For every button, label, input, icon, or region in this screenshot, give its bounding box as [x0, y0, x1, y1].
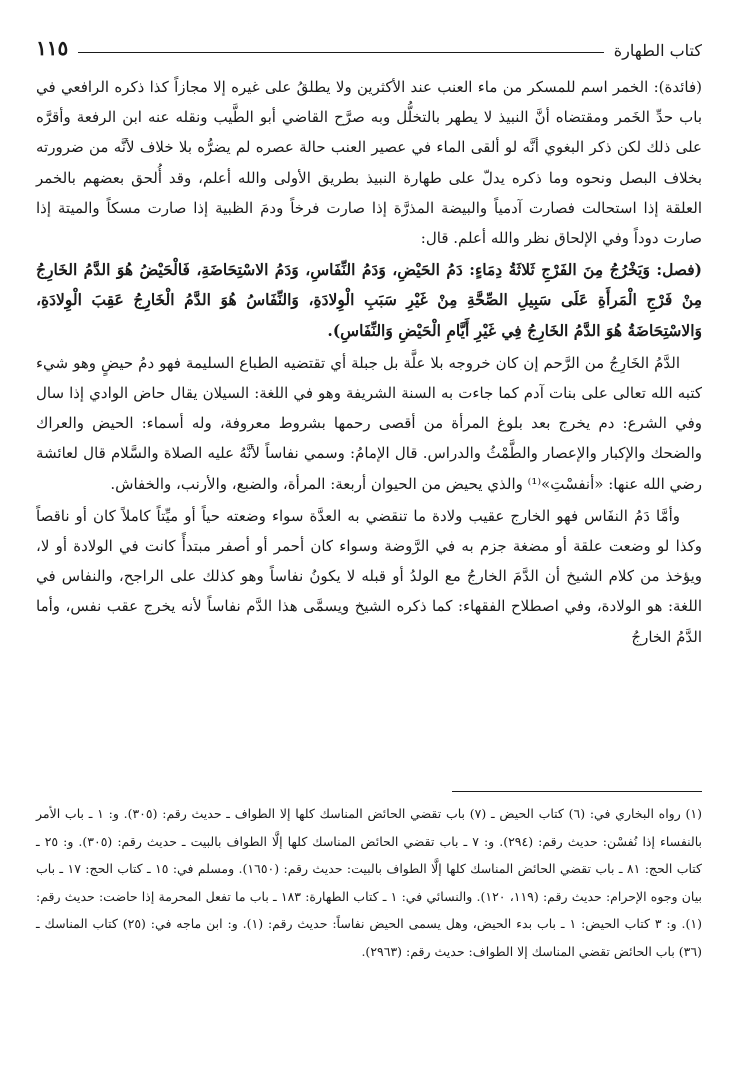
footnotes: [36, 800, 702, 965]
chapter-title: كتاب الطهارة: [613, 41, 702, 60]
main-text: [36, 72, 702, 652]
paragraph-fasl-matn: (فصل: وَيَخْرُجُ مِنَ الفَرْجِ ثَلاثَةُ دِمَاءٍ: دَمُ الحَيْضِ، وَدَمُ النِّفَاسِ، وَدَمُ الاسْتِحَاضَةِ، فَالْحَيْضُ هُوَ الدَّمُ الخَارِجُ مِنْ فَرْجِ الْمَرأَةِ عَلَى سَبِيلِ الصِّحَّةِ مِنْ غَيْرِ سَبَبِ الْوِلادَةِ، وَالنِّفَاسُ هُوَ الدَّمُ الْخَارِجُ عَقِبَ الْوِلادَةِ، وَالاسْتِحَاضَةُ هُوَ الدَّمُ الخَارِجُ فِي غَيْرِ أَيَّامِ الْحَيْضِ وَالنِّفَاسِ).: [36, 260, 702, 340]
paragraph-nifas: وأمَّا دَمُ النفَاس فهو الخارج عقيب ولادة ما تنقضي به العدَّة سواء وضعته حياً أو ميِّتاً كاملاً كان أو ناقصاً وكذا لو وضعت علقة أو مضغة جزم به في الرَّوضة وسواء كان أحمر أو أصفر مبتدأً كانت في الولادة أو لا، ويؤخذ من كلام الشيخ أن الدَّمَ الخارجُ مع الولدُ أو قبله لا يكونُ نفاساً وهو كذلك على الراجح، والنفاس في اللغة: هو الولادة، وفي اصطلاح الفقهاء: كما ذكره الشيخ ويسمَّى هذا الدَّم نفاساً لأنه يخرج عقب نفس، وأما الدَّمُ الخارجُ: [36, 506, 702, 646]
page-number: ١١٥: [36, 36, 69, 60]
paragraph-hayd: الدَّمُ الخَارِجُ من الرَّحم إن كان خروجه بلا علَّة بل جبلة أي تقتضيه الطباع السليمة فهو دمُ حيضٍ وهو شيء كتبه الله تعالى على بنات آدم كما جاءت به السنة الشريفة وهو في اللغة: السيلان يقال حاض الوادي إذا سال وفي الشرع: دم يخرج بعد بلوغ المرأة من أقصى رحمها بشروط معروفة، وله أسماء: الحيض والعراك والضحك والإكبار والإعصار والطَّمْثُ والدراس. قال الإمامُ: وسمي نفاساً لأنَّهُ عليه الصلاة والسَّلام قال لعائشة رضي الله عنها: «أنفسْتِ»⁽¹⁾ والذي يحيض من الحيوان أربعة: المرأة، والضبع، والأرنب، والخفاش.: [36, 353, 702, 493]
paragraph-faida: (فائدة): الخمر اسم للمسكر من ماء العنب عند الأكثرين ولا يطلقُ على غيره إلا مجازاً كذا ذكره الرافعي في باب حدِّ الخَمر ومقتضاه أنَّ النبيذ لا يطهر بالتخلُّل وبه صرَّح القاضي أبو الطَّيب ونقله عنه ابن الرفعة وأقرَّه على ذلك لكن ذكر البغوي أنَّه لو ألقى الماء في عصير العنب حالة عصره لم يضرُّه بلا خلاف لأنَّه من ضرورته بخلاف البصل ونحوه وما ذكره يدلّ على طهارة النبيذ بطريق الأولى والله أعلم، وقد أُلحق بعضهم بالخمر العلقة إذا استحالت فصارت آدمياً والبيضة المذرَّة إذا صارت فرخاً ودمَ الظبية إذا صارت مسكاً والميتة إذا صارت دوداً وفي الإلحاق نظر والله أعلم. قال:: [36, 78, 702, 248]
footnote-1: (١) رواه البخاري في: (٦) كتاب الحيض ـ (٧) باب تقضي الحائض المناسك كلها إلا الطواف ـ حديث رقم: (٣٠٥). و: ١ ـ باب الأمر بالنفساء إذا نُفسْن: حديث رقم: (٢٩٤). و: ٧ ـ باب تقضي الحائض المناسك كلها إلَّا الطواف بالبيت ـ حديث رقم: (٣٠٥). و: ٢٥ ـ كتاب الحج: ٨١ ـ باب تقضي الحائض المناسك كلها إلَّا الطواف بالبيت: حديث رقم: (١٦٥٠). ومسلم في: ١٥ ـ كتاب الحج: ١٧ ـ باب بيان وجوه الإحرام: حديث رقم: (١١٩، ١٢٠). والنسائي في: ١ ـ كتاب الطهارة: ١٨٣ ـ باب ما تفعل المحرمة إذا حاضت: حديث رقم: (١). و: ٣ كتاب الحيض: ١ ـ باب بدء الحيض، وهل يسمى الحيض نفاساً: حديث رقم: (١). و: ابن ماجه في: (٢٥) كتاب المناسك ـ (٣٦) باب الحائض تقضي المناسك إلا الطواف: حديث رقم: (٢٩٦٣).: [36, 806, 703, 959]
footnote-separator: [452, 791, 702, 792]
running-header: [36, 30, 702, 60]
header-rule: [78, 52, 603, 53]
